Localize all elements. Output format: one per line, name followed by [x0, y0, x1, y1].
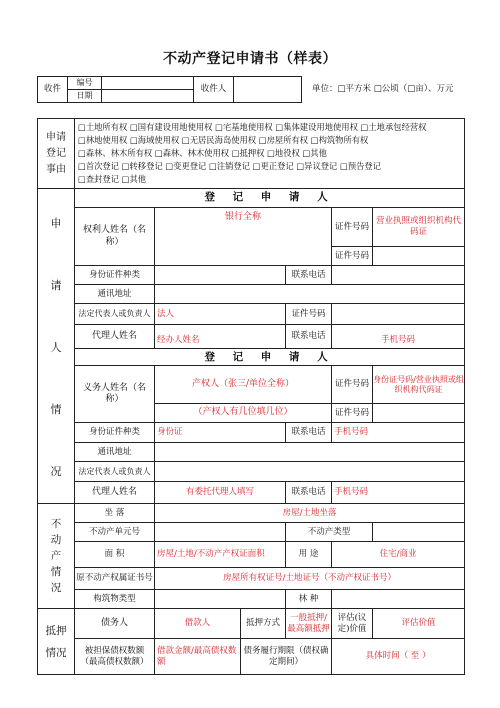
holder-name-value[interactable]: 银行全称: [155, 208, 332, 266]
cert-no-value[interactable]: 房屋所有权证号/土地证号（不动产权证书号）: [155, 568, 465, 590]
debtor-label: 债务人: [75, 609, 155, 639]
unit-no-value[interactable]: [155, 523, 286, 542]
obligor-id-value[interactable]: 身份证号码/营业执照或组织机构代码证: [373, 366, 465, 404]
obligor-agent-name-value[interactable]: 有委托代理人填写: [155, 482, 286, 504]
location-value[interactable]: 房屋/土地坐落: [155, 504, 465, 523]
receipt-table: [37, 76, 460, 103]
holder-id-value-2[interactable]: [373, 247, 465, 266]
number-label: 编号: [68, 77, 102, 90]
number-field[interactable]: [102, 77, 194, 90]
valuation-value[interactable]: 评估价值: [373, 609, 465, 639]
forest-label: 林 种: [286, 590, 332, 609]
id-type-value[interactable]: [155, 266, 286, 285]
obligor-name-label: 义务人姓名（名称）: [75, 366, 155, 423]
mortgage-method-label: 抵押方式: [241, 609, 286, 639]
receiver-label: 收件人: [194, 77, 234, 103]
area-value[interactable]: 房屋/土地/不动产产权证面积: [155, 542, 286, 568]
agent-phone-value[interactable]: 手机号码: [332, 325, 465, 349]
registration-matter-options[interactable]: [75, 119, 465, 189]
obligor-address-label: 通讯地址: [75, 443, 155, 462]
obligor-id-label-2: 证件号码: [332, 404, 373, 423]
holder-id-label: 证件号码: [332, 208, 373, 247]
unit-no-label: 不动产单元号: [75, 523, 155, 542]
obligor-legal-rep-label: 法定代表人或负责人: [75, 462, 155, 482]
legal-rep-value[interactable]: 法人: [155, 304, 286, 325]
term-label: 债务履行期限（债权确定期间）: [241, 639, 332, 675]
obligor-phone-label: 联系电话: [286, 423, 332, 443]
cert-no-label: 原不动产权属证书号: [75, 568, 155, 590]
date-label: 日期: [68, 90, 102, 103]
usage-value[interactable]: 住宅/商业: [332, 542, 465, 568]
agent-name-value[interactable]: 经办人姓名: [155, 325, 286, 349]
registration-row-5: □查封登记 □其他: [78, 174, 147, 184]
unit-text: 单位：□平方米 □公顷（□亩）、万元: [302, 77, 460, 103]
applicant-section-label: 申请人情况: [38, 189, 75, 504]
usage-label: 用 途: [286, 542, 332, 568]
phone-label: 联系电话: [286, 266, 332, 285]
address-value[interactable]: [155, 285, 465, 304]
legal-rep-label: 法定代表人或负责人: [75, 304, 155, 325]
obligor-header: 登 记 申 请 人: [75, 349, 465, 366]
receive-label: 收件: [38, 77, 68, 103]
holder-name-label: 权利人姓名（名称）: [75, 208, 155, 266]
agent-phone-label: 联系电话: [286, 325, 332, 349]
valuation-label: 评估(议定)价值: [332, 609, 373, 639]
obligor-agent-name-label: 代理人姓名: [75, 482, 155, 504]
term-value[interactable]: 具体时间（ 至 ）: [332, 639, 465, 675]
property-type-value[interactable]: [373, 523, 465, 542]
property-section-label: 不动产情况: [38, 504, 75, 609]
receiver-field[interactable]: [234, 77, 302, 103]
obligor-name-value-1[interactable]: 产权人（张三/单位全称）: [155, 366, 332, 404]
registration-matter-label: 申请登记事由: [38, 119, 75, 189]
phone-value[interactable]: [332, 266, 465, 285]
registration-row-4: □首次登记 □转移登记 □变更登记 □注销登记 □更正登记 □异议登记 □预告登记: [78, 161, 382, 171]
mortgage-method-value[interactable]: 一般抵押/最高额抵押: [286, 609, 332, 639]
area-label: 面 积: [75, 542, 155, 568]
page-title: 不动产登记申请书（样表）: [163, 51, 337, 67]
amount-value[interactable]: 借款金额/最高债权数额: [155, 639, 241, 675]
mortgage-section-label: 抵押情况: [38, 609, 75, 675]
holder-id-value[interactable]: 营业执照或组织机构代码证: [373, 208, 465, 247]
structure-type-value[interactable]: [155, 590, 286, 609]
applicant-header: 登 记 申 请 人: [75, 189, 465, 208]
legal-id-label: 证件号码: [286, 304, 332, 325]
registration-row-3: □森林、林木所有权 □森林、林木使用权 □抵押权 □地役权 □其他: [78, 148, 327, 158]
holder-id-label-2: 证件号码: [332, 247, 373, 266]
obligor-id-value-2[interactable]: [373, 404, 465, 423]
obligor-id-type-value[interactable]: 身份证: [155, 423, 286, 443]
obligor-address-value[interactable]: [155, 443, 465, 462]
forest-value[interactable]: [332, 590, 465, 609]
legal-id-value[interactable]: [332, 304, 465, 325]
structure-type-label: 构筑物类型: [75, 590, 155, 609]
location-label: 坐 落: [75, 504, 155, 523]
amount-label: 被担保债权数额（最高债权数额）: [75, 639, 155, 675]
date-field[interactable]: [102, 90, 194, 103]
obligor-id-type-label: 身份证件种类: [75, 423, 155, 443]
registration-row-1: □土地所有权 □国有建设用地使用权 □宅基地使用权 □集体建设用地使用权 □土地承包经营权: [78, 122, 427, 132]
agent-name-label: 代理人姓名: [75, 325, 155, 349]
obligor-id-label: 证件号码: [332, 366, 373, 404]
property-type-label: 不动产类型: [286, 523, 373, 542]
id-type-label: 身份证件种类: [75, 266, 155, 285]
address-label: 通讯地址: [75, 285, 155, 304]
obligor-legal-rep-value[interactable]: [155, 462, 465, 482]
obligor-name-value-2[interactable]: （产权人有几位填几位）: [155, 404, 332, 423]
obligor-agent-phone-value[interactable]: 手机号码: [332, 482, 465, 504]
obligor-agent-phone-label: 联系电话: [286, 482, 332, 504]
obligor-phone-value[interactable]: 手机号码: [332, 423, 465, 443]
main-form-table: [37, 118, 465, 675]
registration-row-2: □林地使用权 □海域使用权 □无居民海岛使用权 □房屋所有权 □构筑物所有权: [78, 135, 369, 145]
debtor-value[interactable]: 借款人: [155, 609, 241, 639]
